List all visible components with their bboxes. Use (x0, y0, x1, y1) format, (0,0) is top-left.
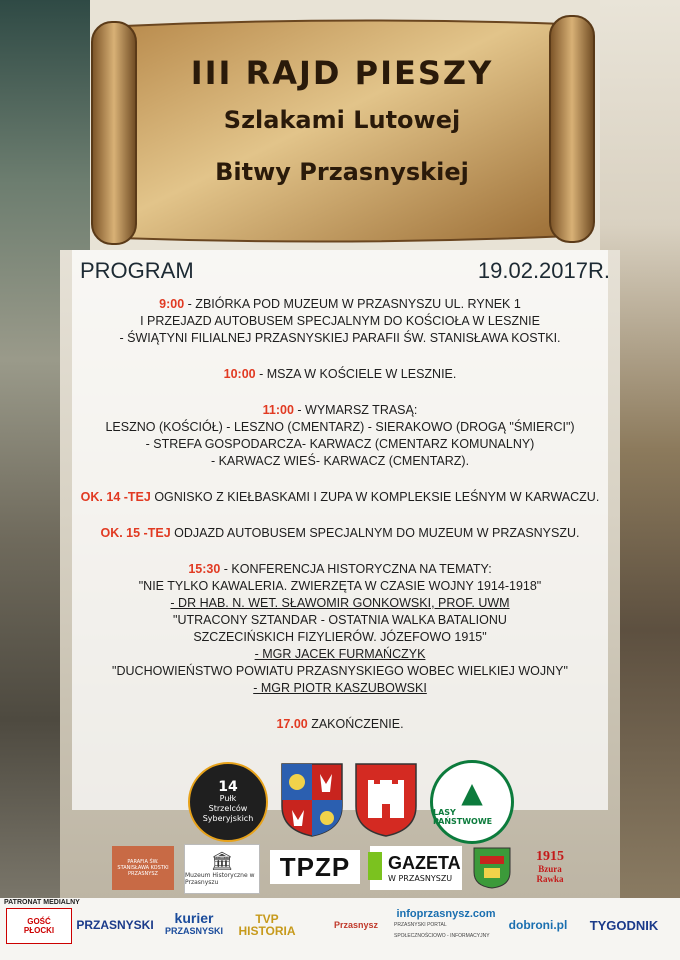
time-label: 11:00 (262, 403, 294, 417)
time-label: 10:00 (223, 367, 256, 381)
media-text: PRZASNYSKI PORTAL SPOŁECZNOŚCIOWO - INFORMACYJNY (394, 921, 490, 939)
schedule-text: ZAKOŃCZENIE. (307, 717, 404, 731)
badge-text: Strzelców (208, 804, 248, 813)
media-text: HISTORIA (238, 924, 296, 938)
media-patronage-label: PATRONAT MEDIALNY (4, 899, 80, 906)
media-logo-tvp-historia (236, 908, 298, 942)
media-logo-kurier (162, 908, 226, 942)
time-label: OK. 15 -TEJ (100, 526, 171, 540)
title-scroll (84, 14, 600, 250)
schedule-item-0900 (72, 296, 608, 347)
tpzp-logo: TPZP (270, 850, 360, 884)
media-text: GOŚĆ (27, 917, 51, 926)
schedule-item-1530 (72, 561, 608, 697)
media-text: PŁOCKI (23, 926, 55, 935)
lecturer-name: - MGR JACEK FURMAŃCZYK (254, 647, 426, 661)
time-label: 9:00 (159, 297, 185, 311)
gazeta-title: GAZETA (388, 853, 461, 873)
program-schedule (72, 296, 608, 752)
bzura-label: Bzura (538, 864, 562, 874)
parish-logo: PARAFIA ŚW. STANISŁAWA KOSTKI PRZASNYSZ (112, 846, 174, 890)
lecturer-name: - DR HAB. N. WET. SŁAWOMIR GONKOWSKI, PROF. UWM (170, 596, 510, 610)
time-label: 15:30 (188, 562, 221, 576)
schedule-item-1400 (72, 489, 608, 506)
rawka-label: Rawka (536, 874, 564, 884)
media-logo-tygodnik: TYGODNIK (589, 917, 659, 933)
media-text: TVP (255, 912, 279, 926)
tree-icon: ▲ (461, 776, 483, 809)
schedule-item-end (72, 716, 608, 733)
lecture-title: "NIE TYLKO KAWALERIA. ZWIERZĘTA W CZASIE WOJNY 1914-1918" (138, 579, 542, 593)
badge-text: Syberyjskich (202, 814, 254, 823)
schedule-text: - KARWACZ WIEŚ- KARWACZ (CMENTARZ). (210, 454, 470, 468)
schedule-item-1500 (72, 525, 608, 542)
media-text: infoprzasnysz.com (396, 907, 496, 920)
lasy-label: LASY PAŃSTWOWE (433, 808, 493, 826)
schedule-text: - ZBIÓRKA POD MUZEUM W PRZASNYSZU UL. RYNEK 1 (184, 297, 521, 311)
media-logo-infoprzasnysz (394, 908, 498, 942)
gazeta-subtitle: W PRZASNYSZU (388, 874, 453, 883)
przasnysz-coat-of-arms-icon (280, 762, 344, 838)
schedule-item-1000 (72, 366, 608, 383)
bzura-rawka-logo (528, 844, 572, 890)
lecture-title: "DUCHOWIEŃSTWO POWIATU PRZASNYSKIEGO WOBEC WIELKIEJ WOJNY" (112, 664, 568, 678)
lecture-title: SZCZECIŃSKICH FIZYLIERÓW. JÓZEFOWO 1915" (193, 630, 487, 644)
gazeta-mark-icon (368, 852, 382, 880)
media-logo-dobroni: dobroni.pl (508, 918, 568, 932)
schedule-item-1100 (72, 402, 608, 470)
schedule-text: OGNISKO Z KIEŁBASKAMI I ZUPA W KOMPLEKSIE LEŚNYM W KARWACZU. (150, 490, 600, 504)
badge-text: Pułk (219, 794, 237, 803)
title-line-3: Bitwy Przasnyskiej (215, 158, 469, 186)
schedule-text: - ŚWIĄTYNI FILIALNEJ PRZASNYSKIEJ PARAFII ŚW. STANISŁAWA KOSTKI. (119, 331, 561, 345)
schedule-text: LESZNO (KOŚCIÓŁ) - LESZNO (CMENTARZ) - SIERAKOWO (DROGĄ "ŚMIERCI") (105, 420, 575, 434)
schedule-text: - KONFERENCJA HISTORYCZNA NA TEMATY: (220, 562, 492, 576)
media-text: PRZASNYSKI (164, 926, 223, 936)
time-label: 17.00 (276, 717, 308, 731)
media-logo-przasnysz: Przasnysz (333, 920, 379, 930)
media-logo-gosc (6, 908, 72, 944)
schedule-text: I PRZEJAZD AUTOBUSEM SPECJALNYM DO KOŚCIOŁA W LESZNIE (140, 314, 540, 328)
title-line-1: III RAJD PIESZY (190, 54, 494, 92)
media-logo-tygodnik-przasnyski: PRZASNYSKI (76, 918, 154, 932)
bzura-year: 1915 (536, 849, 564, 864)
museum-label: Muzeum Historyczne w Przasnyszu (185, 872, 255, 886)
schedule-text: - MSZA W KOŚCIELE W LESZNIE. (255, 367, 457, 381)
media-text: kurier (174, 910, 214, 926)
lasy-panstwowe-logo (430, 760, 514, 844)
program-label: PROGRAM (80, 258, 194, 283)
regiment-badge-logo (188, 762, 268, 842)
museum-building-icon: 🏛 (210, 851, 234, 872)
program-date: 19.02.2017R. (477, 258, 610, 283)
lecturer-name: - MGR PIOTR KASZUBOWSKI (253, 681, 427, 695)
title-line-2: Szlakami Lutowej (223, 106, 461, 134)
schedule-text: ODJAZD AUTOBUSEM SPECJALNYM DO MUZEUM W PRZASNYSZU. (170, 526, 580, 540)
schedule-text: - WYMARSZ TRASĄ: (293, 403, 418, 417)
badge-number: 14 (218, 779, 238, 795)
schedule-text: - STREFA GOSPODARCZA- KARWACZ (CMENTARZ KOMUNALNY) (145, 437, 535, 451)
museum-logo (184, 844, 260, 894)
time-label: OK. 14 -TEJ (80, 490, 151, 504)
castle-coat-of-arms-icon (354, 762, 418, 838)
gmina-coat-of-arms-icon (472, 846, 512, 890)
gazeta-logo (370, 846, 462, 890)
lecture-title: "UTRACONY SZTANDAR - OSTATNIA WALKA BATALIONU (173, 613, 507, 627)
